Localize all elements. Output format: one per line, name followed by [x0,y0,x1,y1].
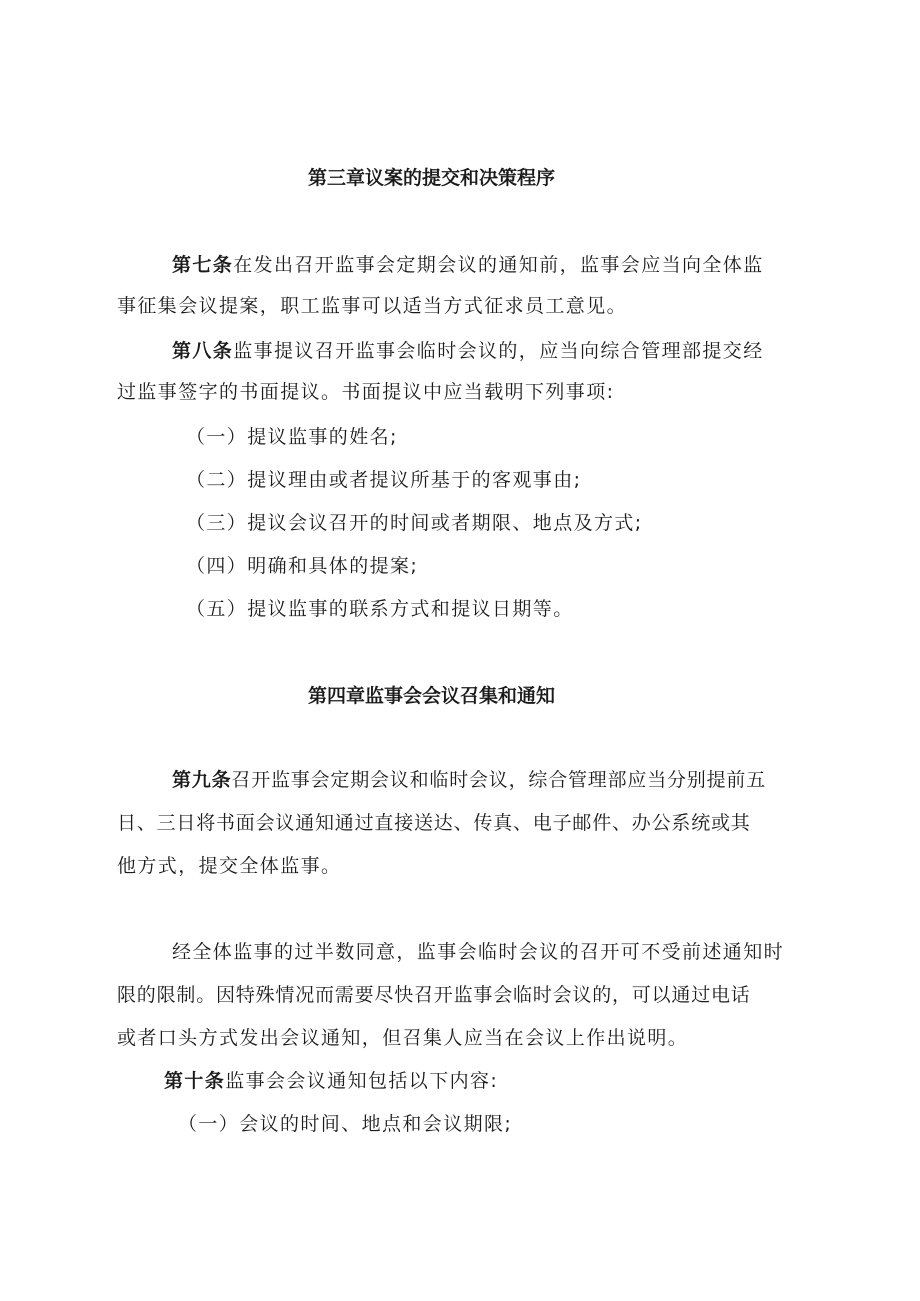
article-7-line-1 [172,252,764,278]
article-8-line-2: 过监事签字的书面提议。书面提议中应当载明下列事项: [117,381,615,403]
article-7-line-2: 事征集会议提案，职工监事可以适当方式征求员工意见。 [117,295,628,317]
consent-paragraph-line-3: 或者口头方式发出会议通知，但召集人应当在会议上作出说明。 [117,1027,689,1049]
article-8-item-3: （三）提议会议召开的时间或者期限、地点及方式; [186,512,643,534]
consent-paragraph-line-1: 经全体监事的过半数同意，监事会临时会议的召开可不受前述通知时 [172,941,785,963]
article-9-label: 第九条 [172,769,232,791]
consent-paragraph-line-2: 限的限制。因特殊情况而需要尽快召开监事会临时会议的，可以通过电话 [117,984,751,1006]
article-7-label: 第七条 [172,254,234,276]
article-9-text-1: 召开监事会定期会议和临时会议，综合管理部应当分别提前五 [231,769,767,791]
article-8-item-5: （五）提议监事的联系方式和提议日期等。 [186,598,574,620]
article-8-line-1 [172,338,764,364]
article-8-item-1: （一）提议监事的姓名; [186,426,398,448]
article-10-item-1: （一）会议的时间、地点和会议期限; [178,1113,513,1135]
article-10-text-1: 监事会会议通知包括以下内容: [225,1070,499,1092]
chapter-4-title: 第四章监事会会议召集和通知 [307,685,555,707]
article-9-line-1 [172,767,766,793]
article-10-label: 第十条 [164,1070,226,1092]
article-8-text-1: 监事提议召开监事会临时会议的，应当向综合管理部提交经 [233,340,764,362]
chapter-3-title: 第三章议案的提交和决策程序 [307,167,555,189]
article-7-text-1: 在发出召开监事会定期会议的通知前，监事会应当向全体监 [233,254,764,276]
article-8-item-2: （二）提议理由或者提议所基于的客观事由; [186,469,582,491]
article-10-line-1 [164,1068,498,1094]
article-8-label: 第八条 [172,340,234,362]
article-8-item-4: （四）明确和具体的提案; [186,555,419,577]
article-9-line-2: 日、三日将书面会议通知通过直接送达、传真、电子邮件、办公系统或其 [117,812,751,834]
article-9-line-3: 他方式，提交全体监事。 [117,855,342,877]
